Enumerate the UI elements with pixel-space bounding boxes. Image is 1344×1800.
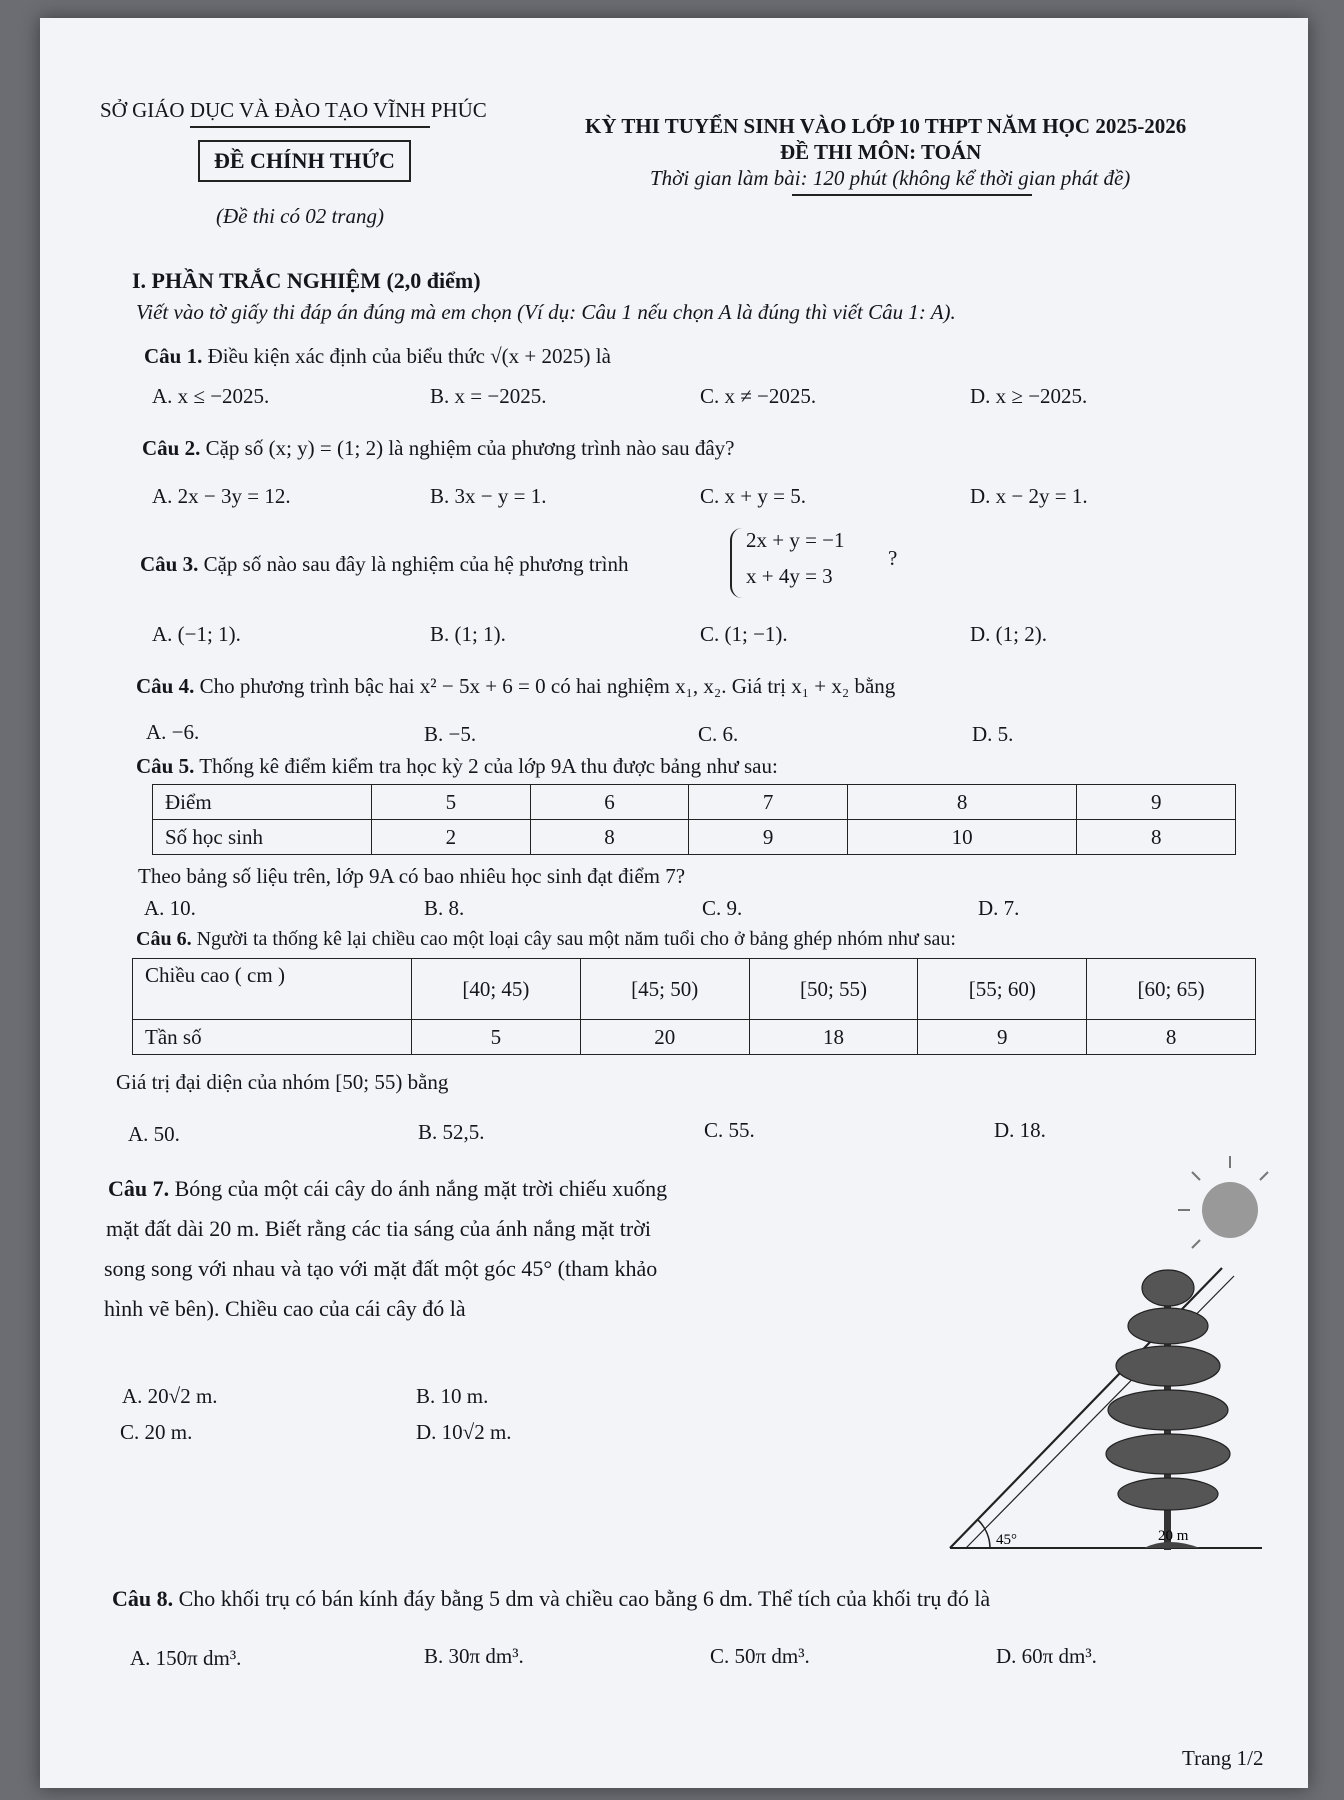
question-text: Thống kê điểm kiểm tra học kỳ 2 của lớp 9A thu được bảng như sau:: [199, 754, 778, 778]
table-cell: 2: [372, 820, 531, 855]
q3-option-a: A. (−1; 1).: [152, 622, 241, 646]
table-cell: 7: [689, 785, 848, 820]
question-label: Câu 1.: [144, 344, 203, 368]
shadow-length-label: 20 m: [1158, 1528, 1189, 1544]
exam-paper: [40, 18, 1308, 1788]
q2-option-c: C. x + y = 5.: [700, 484, 806, 508]
table-cell: [45; 50): [580, 959, 749, 1020]
q1-option-b: B. x = −2025.: [430, 384, 547, 408]
q7-line-4: hình vẽ bên). Chiều cao của cái cây đó là: [104, 1296, 466, 1321]
table-cell: 5: [412, 1020, 581, 1055]
table-cell: [55; 60): [918, 959, 1087, 1020]
q4-option-a: A. −6.: [146, 720, 200, 744]
question-label: Câu 5.: [136, 754, 195, 778]
table-cell: Tần số: [133, 1020, 412, 1055]
q2-option-d: D. x − 2y = 1.: [970, 484, 1088, 508]
question-5: [136, 754, 778, 779]
sun-icon: [1178, 1156, 1268, 1248]
q6-option-c: C. 55.: [704, 1118, 755, 1142]
q7-option-a: A. 20√2 m.: [122, 1384, 218, 1408]
q8-option-c: C. 50π dm³.: [710, 1644, 810, 1668]
system-brace: [730, 528, 746, 598]
system-equation-1: 2x + y = −1: [746, 528, 845, 552]
q3-option-d: D. (1; 2).: [970, 622, 1047, 646]
system-equation-2: x + 4y = 3: [746, 564, 833, 588]
official-badge: ĐỀ CHÍNH THỨC: [198, 140, 411, 182]
table-cell: 20: [580, 1020, 749, 1055]
question-text: Cặp số (x; y) = (1; 2) là nghiệm của phương trình nào sau đây?: [205, 436, 735, 460]
height-table: [132, 958, 1256, 1055]
tree-shadow-figure: [900, 1148, 1280, 1568]
department-name: SỞ GIÁO DỤC VÀ ĐÀO TẠO VĨNH PHÚC: [100, 98, 487, 122]
table-cell: [60; 65): [1087, 959, 1256, 1020]
section-title: I. PHẦN TRẮC NGHIỆM (2,0 điểm): [132, 268, 481, 293]
table-cell: 6: [530, 785, 689, 820]
table-cell: 9: [918, 1020, 1087, 1055]
question-text: Người ta thống kê lại chiều cao một loại cây sau một năm tuổi cho ở bảng ghép nhóm như sau:: [196, 928, 956, 950]
q8-option-b: B. 30π dm³.: [424, 1644, 524, 1668]
q5-option-b: B. 8.: [424, 896, 465, 920]
q7-option-c: C. 20 m.: [120, 1420, 193, 1444]
table-row: [153, 820, 1236, 855]
table-cell: [40; 45): [412, 959, 581, 1020]
table-cell: 10: [847, 820, 1077, 855]
q2-option-a: A. 2x − 3y = 12.: [152, 484, 291, 508]
question-label: Câu 4.: [136, 674, 195, 698]
table-cell: 18: [749, 1020, 918, 1055]
table-cell: Chiều cao ( cm ): [133, 959, 412, 1020]
header-underline-right: [792, 194, 1032, 196]
question-2: [142, 436, 735, 461]
question-3: [140, 552, 629, 577]
q7-line-1: [108, 1176, 667, 1202]
table-cell: 5: [372, 785, 531, 820]
table-cell: 8: [1077, 820, 1236, 855]
q1-option-a: A. x ≤ −2025.: [152, 384, 270, 408]
table-cell: Điểm: [153, 785, 372, 820]
q3-option-b: B. (1; 1).: [430, 622, 506, 646]
q4-option-d: D. 5.: [972, 722, 1014, 746]
table-cell: 8: [1087, 1020, 1256, 1055]
q7-option-b: B. 10 m.: [416, 1384, 489, 1408]
table-cell: 8: [847, 785, 1077, 820]
question-8: [112, 1586, 990, 1612]
q5-option-a: A. 10.: [144, 896, 196, 920]
q5-option-d: D. 7.: [978, 896, 1020, 920]
table-cell: [50; 55): [749, 959, 918, 1020]
system-question-mark: ?: [888, 546, 898, 570]
exam-subject: ĐỀ THI MÔN: TOÁN: [780, 140, 982, 164]
header-underline-left: [190, 126, 430, 128]
table-row: [133, 959, 1256, 1020]
q5-followup: Theo bảng số liệu trên, lớp 9A có bao nhiêu học sinh đạt điểm 7?: [138, 864, 686, 888]
table-cell: 9: [689, 820, 848, 855]
q7-line-2: mặt đất dài 20 m. Biết rằng các tia sáng của ánh nắng mặt trời: [106, 1216, 651, 1241]
question-text: Cặp số nào sau đây là nghiệm của hệ phương trình: [203, 552, 629, 576]
table-cell: 9: [1077, 785, 1236, 820]
question-label: Câu 2.: [142, 436, 201, 460]
q7-option-d: D. 10√2 m.: [416, 1420, 512, 1444]
table-cell: Số học sinh: [153, 820, 372, 855]
q6-option-a: A. 50.: [128, 1122, 180, 1146]
q8-option-a: A. 150π dm³.: [130, 1646, 242, 1670]
question-1: [144, 344, 611, 369]
question-label: Câu 7.: [108, 1176, 170, 1201]
exam-time: Thời gian làm bài: 120 phút (không kể thời gian phát đề): [650, 166, 1131, 190]
pages-note: (Đề thi có 02 trang): [216, 204, 384, 228]
table-row: [153, 785, 1236, 820]
q1-option-d: D. x ≥ −2025.: [970, 384, 1088, 408]
q2-option-b: B. 3x − y = 1.: [430, 484, 547, 508]
q5-option-c: C. 9.: [702, 896, 743, 920]
tree-icon: [1106, 1270, 1230, 1510]
question-label: Câu 8.: [112, 1586, 174, 1611]
q3-option-c: C. (1; −1).: [700, 622, 788, 646]
q6-option-d: D. 18.: [994, 1118, 1046, 1142]
question-text: Cho phương trình bậc hai x² − 5x + 6 = 0 có hai nghiệm x₁, x₂. Giá trị x₁ + x₂ bằng: [199, 674, 896, 698]
question-6: [136, 928, 956, 951]
question-label: Câu 6.: [136, 928, 192, 950]
question-4: [136, 674, 895, 699]
question-text: Bóng của một cái cây do ánh nắng mặt trời chiếu xuống: [174, 1176, 668, 1201]
score-table: [152, 784, 1236, 855]
q7-line-3: song song với nhau và tạo với mặt đất một góc 45° (tham khảo: [104, 1256, 658, 1281]
exam-title: KỲ THI TUYỂN SINH VÀO LỚP 10 THPT NĂM HỌC 2025-2026: [585, 114, 1187, 138]
q8-option-d: D. 60π dm³.: [996, 1644, 1097, 1668]
q6-followup: Giá trị đại diện của nhóm [50; 55) bằng: [116, 1070, 449, 1094]
question-text: Điều kiện xác định của biểu thức √(x + 2025) là: [207, 344, 611, 368]
section-instruction: Viết vào tờ giấy thi đáp án đúng mà em chọn (Ví dụ: Câu 1 nếu chọn A là đúng thì viết Câu 1: A).: [136, 300, 956, 324]
table-cell: 8: [530, 820, 689, 855]
table-row: [133, 1020, 1256, 1055]
q4-option-c: C. 6.: [698, 722, 739, 746]
q4-option-b: B. −5.: [424, 722, 477, 746]
q1-option-c: C. x ≠ −2025.: [700, 384, 817, 408]
question-text: Cho khối trụ có bán kính đáy bằng 5 dm và chiều cao bằng 6 dm. Thể tích của khối trụ đó là: [178, 1586, 991, 1611]
q6-option-b: B. 52,5.: [418, 1120, 485, 1144]
question-label: Câu 3.: [140, 552, 199, 576]
angle-label: 45°: [996, 1532, 1017, 1548]
page-number: Trang 1/2: [1182, 1746, 1264, 1770]
